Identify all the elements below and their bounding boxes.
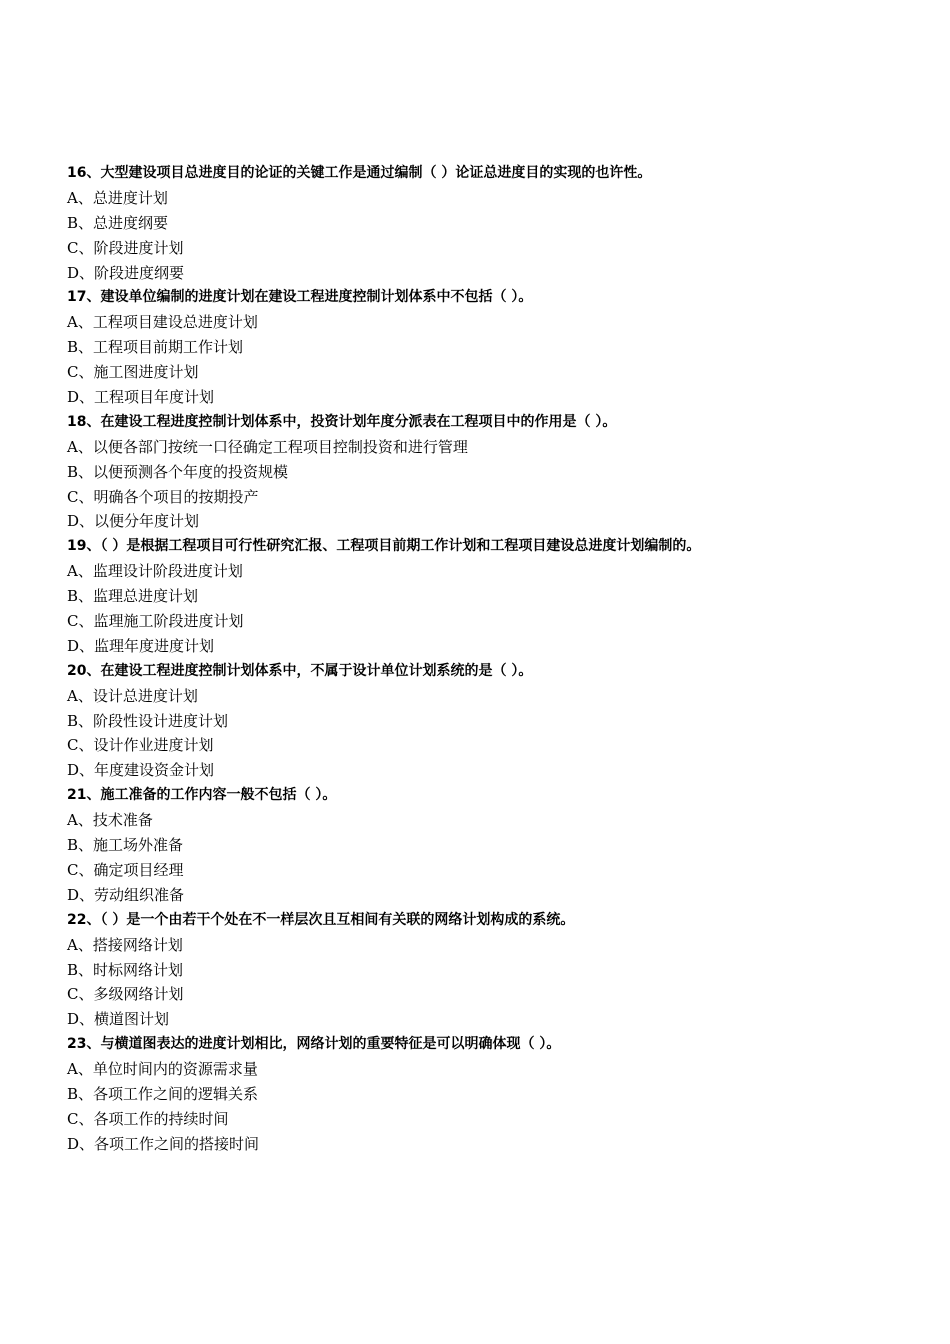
option-a: A、设计总进度计划	[67, 686, 198, 705]
option-a: A、技术准备	[67, 811, 153, 830]
option-c: C、明确各个项目的按期投产	[67, 487, 259, 506]
question-title: 19、（ ）是根据工程项目可行性研究汇报、工程项目前期工作计划和工程项目建设总进度计划编制的。	[67, 538, 701, 555]
option-a: A、搭接网络计划	[67, 935, 183, 954]
option-d: D、各项工作之间的搭接时间	[67, 1134, 260, 1153]
question-title: 17、建设单位编制的进度计划在建设工程进度控制计划体系中不包括（ ）。	[67, 289, 533, 306]
document-page	[67, 161, 907, 1157]
option-b: B、工程项目前期工作计划	[67, 338, 244, 357]
option-a: A、单位时间内的资源需求量	[67, 1060, 258, 1079]
option-c: C、监理施工阶段进度计划	[67, 612, 244, 631]
option-b: B、各项工作之间的逻辑关系	[67, 1084, 259, 1103]
option-d: D、年度建设资金计划	[67, 761, 215, 780]
option-b: B、监理总进度计划	[67, 587, 199, 606]
option-d: D、阶段进度纲要	[67, 263, 185, 282]
question-23	[67, 1032, 907, 1156]
option-c: C、阶段进度计划	[67, 238, 184, 257]
question-18	[67, 410, 907, 534]
option-c: C、施工图进度计划	[67, 363, 199, 382]
option-c: C、确定项目经理	[67, 860, 184, 879]
option-b: B、以便预测各个年度的投资规模	[67, 462, 289, 481]
question-20	[67, 659, 907, 783]
option-d: D、监理年度进度计划	[67, 636, 215, 655]
option-d: D、劳动组织准备	[67, 885, 185, 904]
option-b: B、时标网络计划	[67, 960, 184, 979]
option-d: D、横道图计划	[67, 1010, 170, 1029]
question-title: 21、施工准备的工作内容一般不包括（ ）。	[67, 787, 337, 804]
option-b: B、总进度纲要	[67, 213, 169, 232]
question-title: 16、大型建设项目总进度目的论证的关键工作是通过编制（ ）论证总进度目的实现的也许性。	[67, 165, 652, 181]
question-17	[67, 285, 907, 409]
question-title: 20、在建设工程进度控制计划体系中，不属于设计单位计划系统的是（ ）。	[67, 662, 533, 679]
question-title: 23、与横道图表达的进度计划相比，网络计划的重要特征是可以明确体现（ ）。	[67, 1036, 561, 1053]
question-22	[67, 908, 907, 1032]
option-a: A、总进度计划	[67, 188, 168, 207]
option-a: A、监理设计阶段进度计划	[67, 562, 243, 581]
option-d: D、以便分年度计划	[67, 512, 200, 531]
option-a: A、工程项目建设总进度计划	[67, 313, 258, 332]
option-b: B、阶段性设计进度计划	[67, 711, 229, 730]
option-d: D、工程项目年度计划	[67, 388, 215, 407]
question-21	[67, 783, 907, 907]
question-title: 22、（ ）是一个由若干个处在不一样层次且互相间有关联的网络计划构成的系统。	[67, 911, 575, 928]
option-a: A、以便各部门按统一口径确定工程项目控制投资和进行管理	[67, 437, 468, 456]
option-c: C、各项工作的持续时间	[67, 1109, 229, 1128]
option-b: B、施工场外准备	[67, 836, 184, 855]
question-19	[67, 534, 907, 658]
option-c: C、设计作业进度计划	[67, 736, 214, 755]
question-16	[67, 161, 907, 285]
option-c: C、多级网络计划	[67, 985, 184, 1004]
question-title: 18、在建设工程进度控制计划体系中，投资计划年度分派表在工程项目中的作用是（ ）。	[67, 413, 617, 430]
